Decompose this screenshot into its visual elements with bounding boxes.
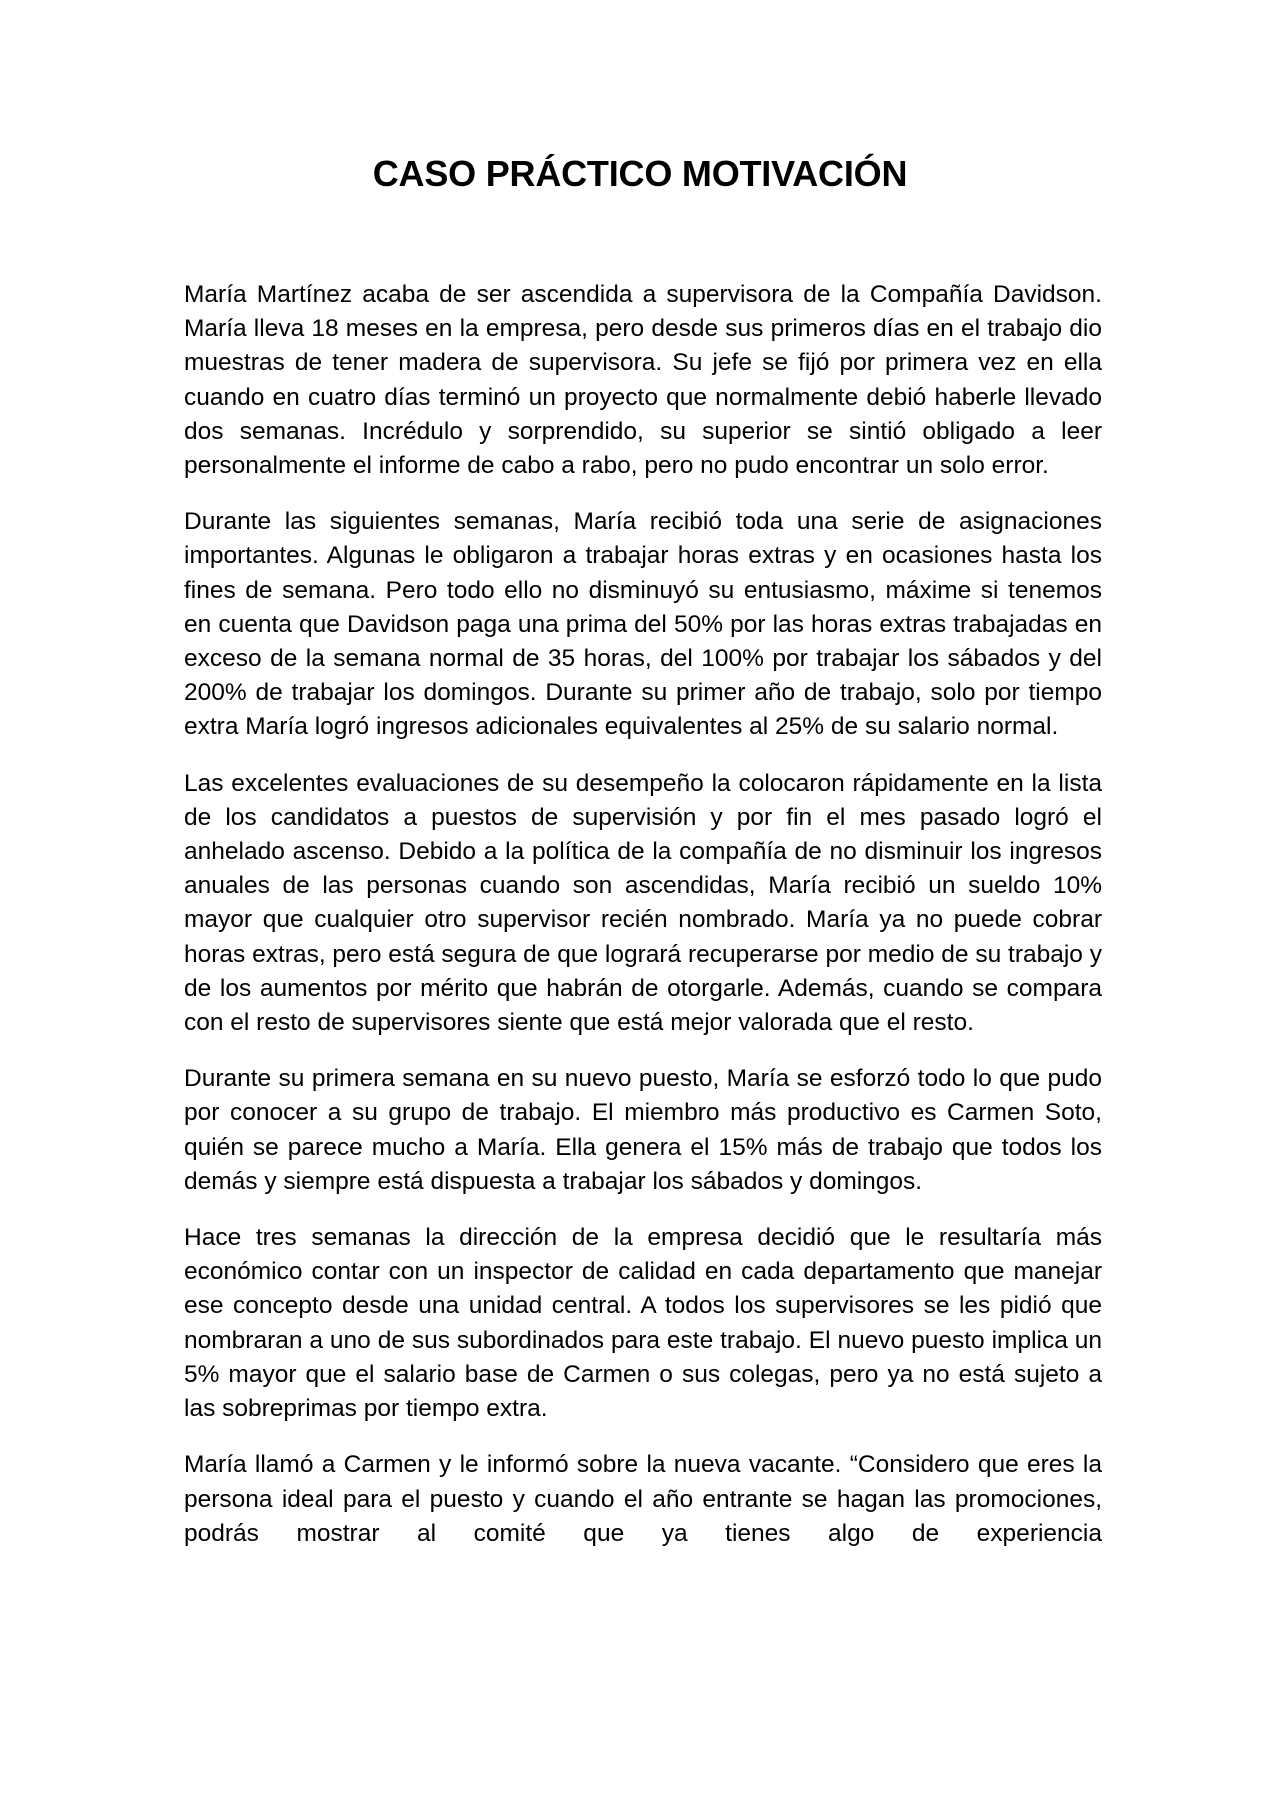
paragraph-4: Durante su primera semana en su nuevo puesto, María se esforzó todo lo que pudo por conocer a su grupo de trabajo. El miembro más productivo es Carmen Soto, quién se parece mucho a María. Ella genera el 15% más de trabajo que todos los demás y siempre está dispuesta a trabajar los sábados y domingos. <box>184 1065 1102 1195</box>
paragraph-1: María Martínez acaba de ser ascendida a supervisora de la Compañía Davidson. María lleva 18 meses en la empresa, pero desde sus primeros días en el trabajo dio muestras de tener madera de supervisora. Su jefe se fijó por primera vez en ella cuando en cuatro días terminó un proyecto que normalmente debió haberle llevado dos semanas. Incrédulo y sorprendido, su superior se sintió obligado a leer personalmente el informe de cabo a rabo, pero no pudo encontrar un solo error. <box>184 281 1102 480</box>
paragraph-5: Hace tres semanas la dirección de la empresa decidió que le resultaría más económico contar con un inspector de calidad en cada departamento que manejar ese concepto desde una unidad central. A todos los supervisores se les pidió que nombraran a uno de sus subordinados para este trabajo. El nuevo puesto implica un 5% mayor que el salario base de Carmen o sus colegas, pero ya no está sujeto a las sobreprimas por tiempo extra. <box>184 1224 1102 1423</box>
paragraph-3: Las excelentes evaluaciones de su desempeño la colocaron rápidamente en la lista de los candidatos a puestos de supervisión y por fin el mes pasado logró el anhelado ascenso. Debido a la política de la compañía de no disminuir los ingresos anuales de las personas cuando son ascendidas, María recibió un sueldo 10% mayor que cualquier otro supervisor recién nombrado. María ya no puede cobrar horas extras, pero está segura de que logrará recuperarse por medio de su trabajo y de los aumentos por mérito que habrán de otorgarle. Además, cuando se compara con el resto de supervisores siente que está mejor valorada que el resto. <box>184 769 1102 1037</box>
document-body <box>184 278 1102 1550</box>
paragraph-2: Durante las siguientes semanas, María recibió toda una serie de asignaciones importantes. Algunas le obligaron a trabajar horas extras y en ocasiones hasta los fines de semana. Pero todo ello no disminuyó su entusiasmo, máxime si tenemos en cuenta que Davidson paga una prima del 50% por las horas extras trabajadas en exceso de la semana normal de 35 horas, del 100% por trabajar los sábados y del 200% de trabajar los domingos. Durante su primer año de trabajo, solo por tiempo extra María logró ingresos adicionales equivalentes al 25% de su salario normal. <box>184 508 1102 741</box>
paragraph-6: María llamó a Carmen y le informó sobre la nueva vacante. “Considero que eres la persona ideal para el puesto y cuando el año entrante se hagan las promociones, podrás mostrar al comité que ya tienes algo de experiencia <box>184 1451 1102 1547</box>
document-title: CASO PRÁCTICO MOTIVACIÓN <box>372 153 908 194</box>
